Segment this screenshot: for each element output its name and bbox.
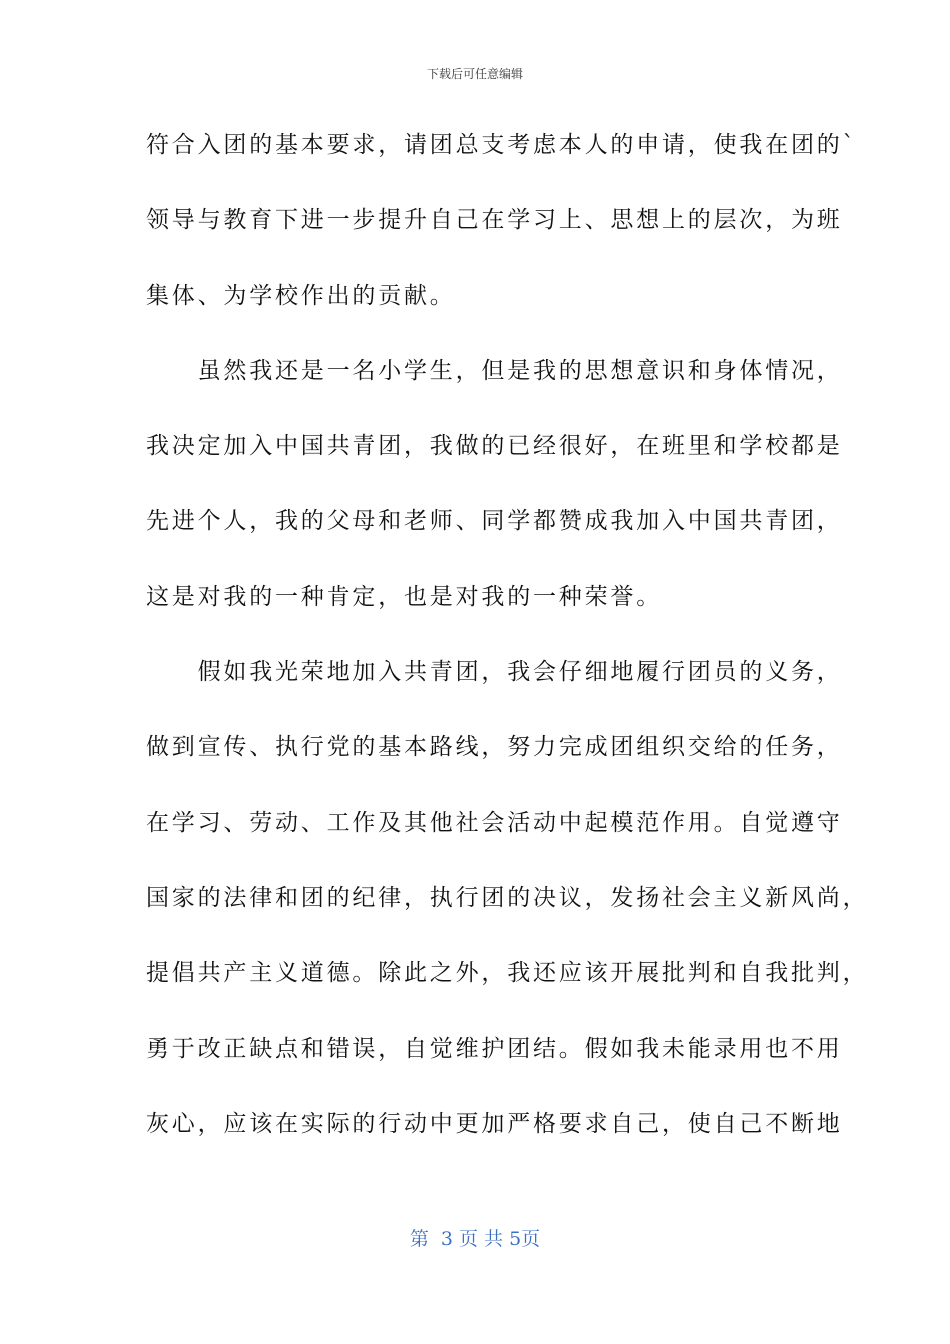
text-line: 这是对我的一种肯定，也是对我的一种荣誉。 (146, 583, 662, 610)
text-line: 在学习、劳动、工作及其他社会活动中起模范作用。自觉遵守 (146, 809, 843, 836)
text-line: 先进个人，我的父母和老师、同学都赞成我加入中国共青团， (146, 508, 843, 535)
page-header: 下载后可任意编辑 (426, 67, 523, 81)
text-line: 符合入团的基本要求，请团总支考虑本人的申请，使我在团的` (146, 132, 857, 158)
document-body (146, 125, 869, 1179)
text-line: 勇于改正缺点和错误，自觉维护团结。假如我未能录用也不用 (146, 1035, 843, 1062)
text-line: 虽然我还是一名小学生，但是我的思想意识和身体情况， (146, 357, 843, 384)
text-line: 国家的法律和团的纪律，执行团的决议，发扬社会主义新风尚， (146, 884, 869, 911)
text-line: 灰心，应该在实际的行动中更加严格要求自己，使自己不断地 (146, 1110, 843, 1137)
text-line: 假如我光荣地加入共青团，我会仔细地履行团员的义务， (146, 659, 843, 686)
text-line: 提倡共产主义道德。除此之外，我还应该开展批判和自我批判， (146, 960, 869, 987)
page-number-footer: 第 3 页 共 5页 (409, 1228, 541, 1250)
text-line: 集体、为学校作出的贡献。 (146, 282, 456, 309)
text-line: 做到宣传、执行党的基本路线，努力完成团组织交给的任务， (146, 734, 843, 761)
text-line: 我决定加入中国共青团，我做的已经很好，在班里和学校都是 (146, 433, 843, 460)
text-line: 领导与教育下进一步提升自己在学习上、思想上的层次，为班 (146, 207, 843, 234)
